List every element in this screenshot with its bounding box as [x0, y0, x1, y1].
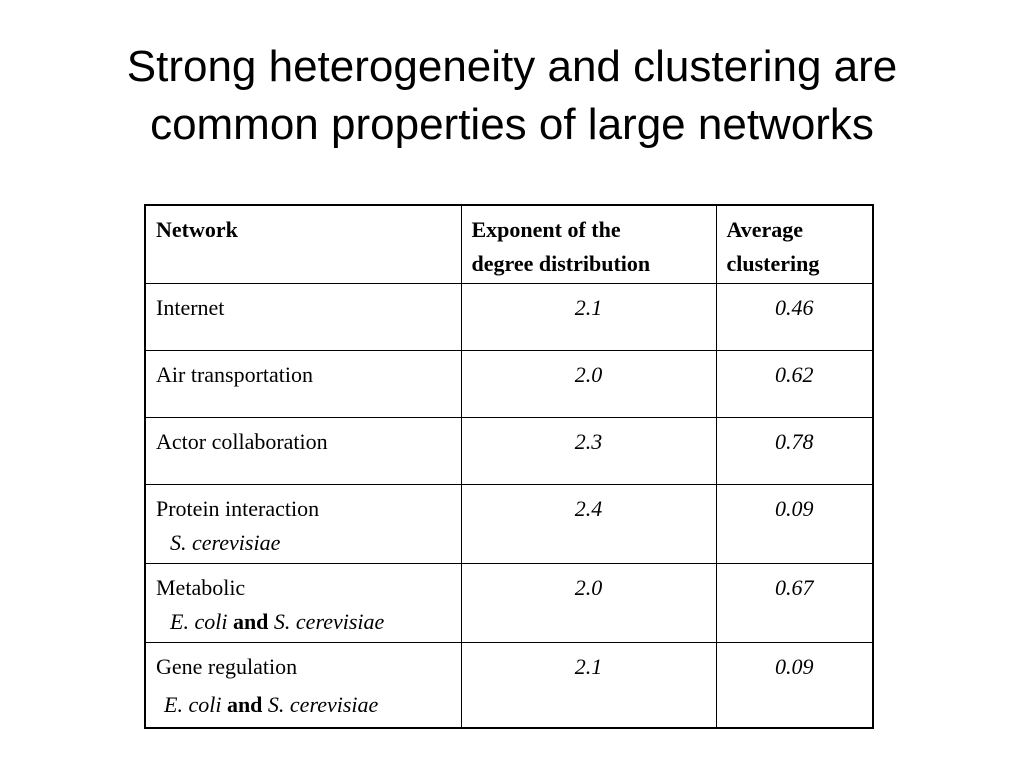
cell-network [145, 417, 461, 484]
network-name: Protein interaction [156, 495, 320, 521]
header-exponent-line-2: degree distribution [471, 251, 651, 276]
organism-conjunction: and [232, 608, 269, 634]
header-clustering-line-2: clustering [726, 251, 820, 276]
cell-clustering: 0.67 [716, 563, 873, 642]
organism-name: S. cerevisiae [170, 529, 281, 555]
organism-conjunction: and [226, 691, 263, 717]
table-row [145, 563, 873, 642]
network-organism [156, 688, 451, 722]
header-clustering-line-1: Average [726, 217, 804, 242]
cell-clustering: 0.78 [716, 417, 873, 484]
cell-exponent: 2.0 [461, 563, 716, 642]
organism-name-b: S. cerevisiae [273, 608, 385, 634]
cell-network [145, 350, 461, 417]
cell-clustering: 0.46 [716, 283, 873, 350]
header-exponent [461, 205, 716, 283]
cell-network [145, 642, 461, 728]
cell-network [145, 283, 461, 350]
network-name: Gene regulation [156, 653, 298, 679]
organism-name-a: E. coli [170, 608, 228, 634]
cell-clustering: 0.09 [716, 484, 873, 563]
network-name: Actor collaboration [156, 428, 328, 454]
table-row [145, 642, 873, 728]
cell-network [145, 563, 461, 642]
header-network-label: Network [156, 217, 238, 242]
network-organism [156, 526, 451, 560]
table-row [145, 350, 873, 417]
cell-clustering: 0.62 [716, 350, 873, 417]
network-name: Metabolic [156, 574, 246, 600]
cell-exponent: 2.4 [461, 484, 716, 563]
organism-name-b: S. cerevisiae [267, 691, 379, 717]
table-row [145, 484, 873, 563]
cell-exponent: 2.3 [461, 417, 716, 484]
table-row [145, 283, 873, 350]
header-exponent-line-1: Exponent of the [471, 217, 621, 242]
cell-exponent: 2.1 [461, 642, 716, 728]
slide-title [0, 38, 1024, 154]
cell-network [145, 484, 461, 563]
cell-exponent: 2.0 [461, 350, 716, 417]
slide-title-line-2: common properties of large networks [150, 100, 874, 149]
network-name: Internet [156, 294, 225, 320]
header-network [145, 205, 461, 283]
header-clustering [716, 205, 873, 283]
network-organism [156, 605, 451, 639]
organism-name-a: E. coli [164, 691, 222, 717]
table-row [145, 417, 873, 484]
cell-clustering: 0.09 [716, 642, 873, 728]
network-properties-table [144, 204, 874, 729]
slide-title-line-1: Strong heterogeneity and clustering are [126, 42, 898, 91]
cell-exponent: 2.1 [461, 283, 716, 350]
table-header-row [145, 205, 873, 283]
network-name: Air transportation [156, 361, 314, 387]
